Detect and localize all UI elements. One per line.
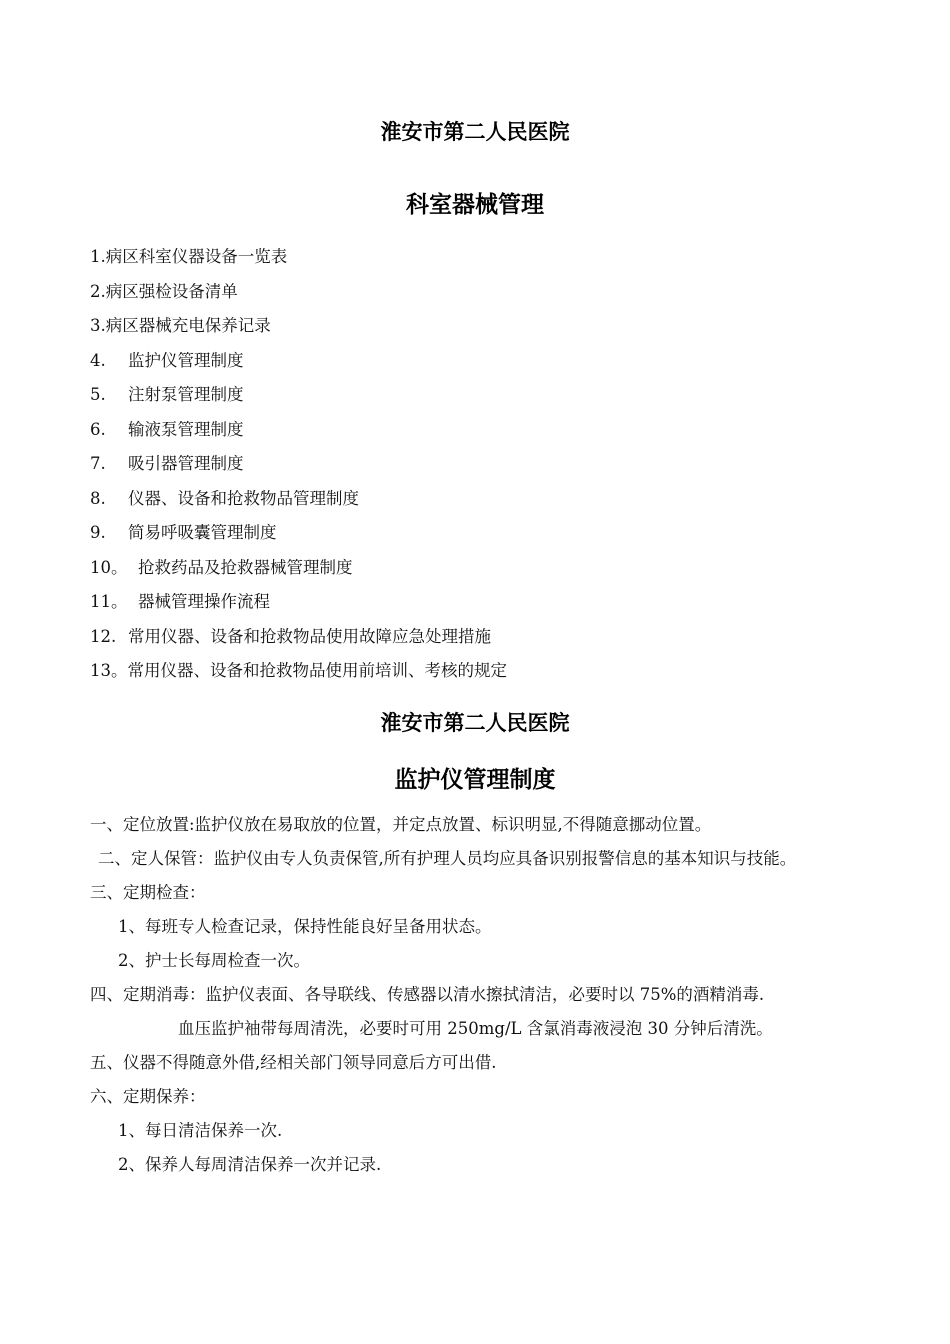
- contents-list: [90, 240, 507, 689]
- rule-4-continuation: 血压监护袖带每周清洗，必要时可用 250mg/L 含氯消毒液浸泡 30 分钟后清洗。: [178, 1019, 773, 1038]
- rule-3-item-2: 2、护士长每周检查一次。: [118, 951, 310, 970]
- monitor-policy-title: 监护仪管理制度: [394, 767, 556, 793]
- rule-5-lending: 五、仪器不得随意外借,经相关部门领导同意后方可出借.: [90, 1053, 497, 1072]
- list-item: 11。器械管理操作流程: [90, 592, 270, 611]
- list-item: 12.常用仪器、设备和抢救物品使用故障应急处理措施: [90, 626, 491, 646]
- rule-2-custody: 二、定人保管：监护仪由专人负责保管,所有护理人员均应具备识别报警信息的基本知识与技能。: [98, 849, 797, 868]
- rule-6-maintenance: 六、定期保养：: [90, 1087, 206, 1106]
- list-item: 8.仪器、设备和抢救物品管理制度: [90, 488, 359, 508]
- rule-3-inspection: 三、定期检查：: [90, 883, 206, 902]
- rule-1-placement: 一、定位放置:监护仪放在易取放的位置，并定点放置、标识明显,不得随意挪动位置。: [90, 815, 712, 834]
- list-item: 7.吸引器管理制度: [90, 454, 244, 473]
- rule-6-item-1: 1、每日清洁保养一次.: [118, 1121, 283, 1140]
- list-item: 5.注射泵管理制度: [90, 385, 244, 404]
- rule-6-item-2: 2、保养人每周清洁保养一次并记录.: [118, 1155, 382, 1174]
- list-item: 1.病区科室仪器设备一览表: [90, 247, 288, 266]
- list-item: 4.监护仪管理制度: [90, 350, 244, 370]
- list-item: 13。常用仪器、设备和抢救物品使用前培训、考核的规定: [90, 661, 507, 680]
- monitor-policy-body: [90, 808, 870, 1182]
- rule-4-disinfection: 四、定期消毒：监护仪表面、各导联线、传感器以清水擦拭清洁，必要时以 75%的酒精消毒.: [90, 985, 765, 1004]
- document-title: 科室器械管理: [406, 192, 544, 218]
- hospital-name-heading: 淮安市第二人民医院: [380, 120, 570, 144]
- list-item: 6.输液泵管理制度: [90, 419, 244, 439]
- list-item: 10。抢救药品及抢救器械管理制度: [90, 557, 353, 577]
- list-item: 3.病区器械充电保养记录: [90, 316, 271, 335]
- hospital-name-heading-2: 淮安市第二人民医院: [380, 711, 570, 735]
- list-item: 9.简易呼吸囊管理制度: [90, 523, 277, 542]
- list-item: 2.病区强检设备清单: [90, 281, 238, 301]
- rule-3-item-1: 1、每班专人检查记录，保持性能良好呈备用状态。: [118, 917, 492, 936]
